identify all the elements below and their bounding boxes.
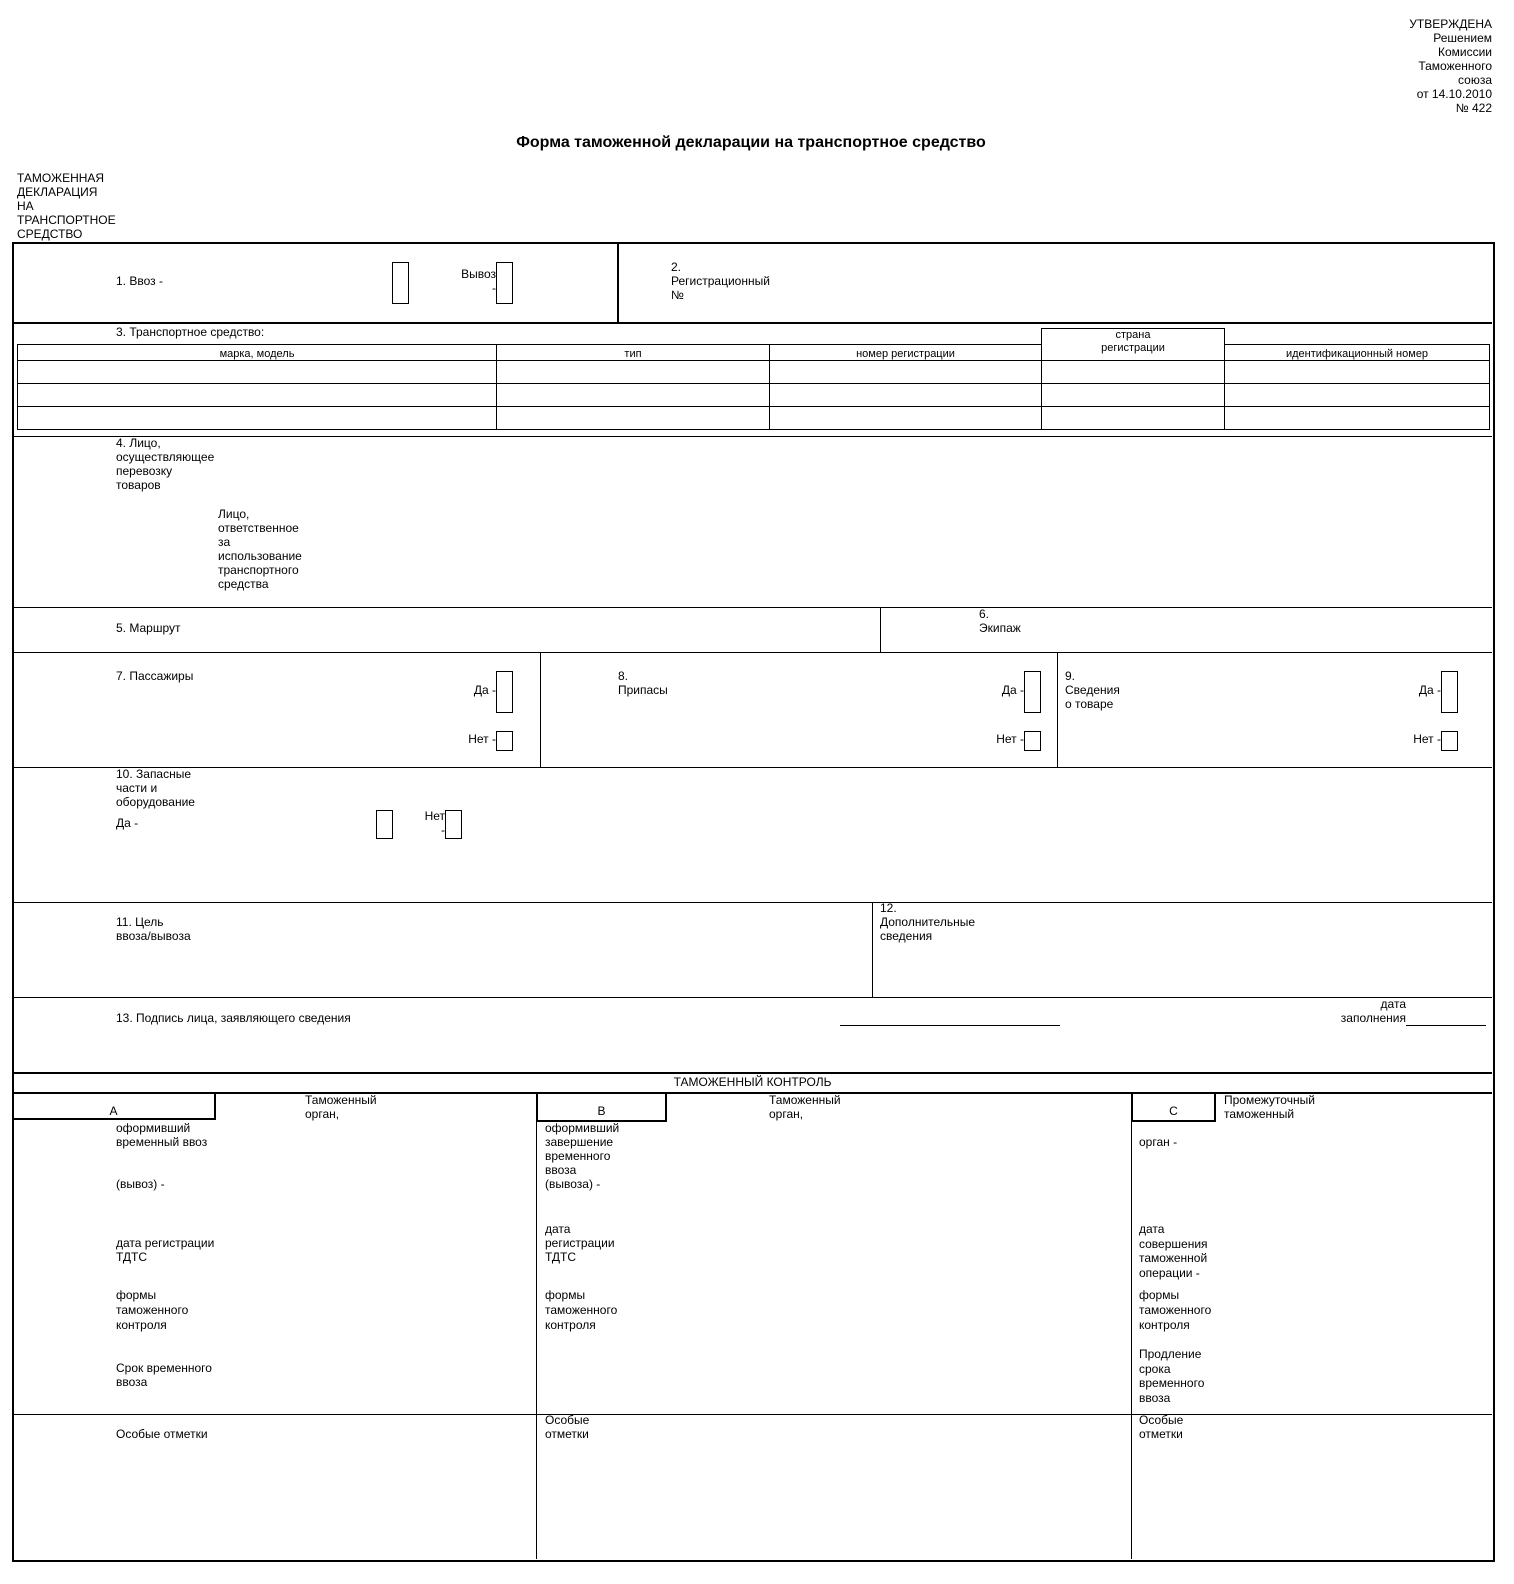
divider: [13, 767, 1492, 768]
section-a-code: A: [109, 1104, 118, 1118]
section-b-organ-label: Таможенный орган,: [769, 1093, 841, 1121]
section-a-code-box: [13, 1094, 216, 1120]
section-b-reg-date: дата регистрации ТДТС: [545, 1222, 615, 1264]
box9-no-label: Нет -: [1413, 732, 1441, 746]
divider: [1131, 1094, 1132, 1559]
cell[interactable]: [1042, 407, 1225, 430]
cell[interactable]: [1225, 384, 1490, 407]
cell[interactable]: [497, 361, 770, 384]
box9-yes-checkbox[interactable]: [1441, 671, 1458, 713]
col-make-model: марка, модель: [18, 345, 497, 361]
box10-label: 10. Запасные части и оборудование: [116, 767, 195, 809]
box1-import-checkbox[interactable]: [392, 262, 409, 304]
section-a-notes: Особые отметки: [116, 1427, 208, 1441]
cell[interactable]: [1042, 384, 1225, 407]
box9-yes-label: Да -: [1418, 683, 1441, 697]
box8-no-checkbox[interactable]: [1024, 731, 1041, 751]
cell[interactable]: [770, 384, 1042, 407]
box7-label: 7. Пассажиры: [116, 669, 194, 683]
divider: [536, 1094, 537, 1559]
box6-label: 6. Экипаж: [979, 607, 1021, 635]
box8-label: 8. Припасы: [618, 669, 668, 697]
divider: [13, 997, 1492, 998]
box7-yes-label: Да -: [473, 683, 496, 697]
cell[interactable]: [497, 407, 770, 430]
section-c-extension: Продление срока временного ввоза: [1139, 1347, 1205, 1405]
box13-date-label: дата заполнения: [1340, 997, 1406, 1025]
col-type: тип: [497, 345, 770, 361]
box12-label: 12. Дополнительные сведения: [880, 901, 975, 943]
divider: [13, 1414, 1492, 1415]
section-c-notes: Особые отметки: [1139, 1413, 1184, 1441]
box3-label: 3. Транспортное средство:: [116, 325, 265, 339]
box10-yes-checkbox[interactable]: [376, 810, 393, 839]
box7-no-label: Нет -: [468, 732, 496, 746]
cell[interactable]: [1225, 361, 1490, 384]
cell[interactable]: [1042, 361, 1225, 384]
cell[interactable]: [18, 384, 497, 407]
section-c-organ-label: Промежуточный таможенный: [1224, 1093, 1315, 1121]
section-c-op-date: дата совершения таможенной операции -: [1139, 1222, 1208, 1280]
table-row: [18, 384, 1490, 407]
section-a-reg-date: дата регистрации ТДТС: [116, 1236, 215, 1264]
table-row: [18, 407, 1490, 430]
box5-label: 5. Маршрут: [116, 621, 181, 635]
col-reg-country-label: страна регистрации: [1101, 329, 1165, 354]
section-a-issued: оформивший временный ввоз: [116, 1121, 208, 1149]
col-id-number: идентификационный номер: [1225, 345, 1490, 361]
box7-yes-checkbox[interactable]: [496, 671, 513, 713]
section-c-organ: орган -: [1139, 1135, 1178, 1149]
box9-no-checkbox[interactable]: [1441, 731, 1458, 751]
box1-export-checkbox[interactable]: [496, 262, 513, 304]
cell[interactable]: [770, 407, 1042, 430]
cell[interactable]: [18, 407, 497, 430]
section-a-forms: формы таможенного контроля: [116, 1288, 189, 1332]
box13-label: 13. Подпись лица, заявляющего сведения: [116, 1011, 351, 1025]
date-line[interactable]: [1406, 1025, 1486, 1026]
box10-yes-label: Да -: [116, 816, 139, 830]
approval-stamp: УТВЕРЖДЕНА Решением Комиссии Таможенного союза от 14.10.2010 № 422: [1409, 17, 1492, 115]
section-c-forms: формы таможенного контроля: [1139, 1288, 1212, 1332]
page-title: Форма таможенной декларации на транспортное средство: [516, 134, 986, 151]
divider: [13, 1072, 1492, 1074]
box1-import-label: 1. Ввоз -: [116, 274, 163, 288]
box7-no-checkbox[interactable]: [496, 731, 513, 751]
section-c-code: C: [1169, 1104, 1178, 1118]
divider: [13, 652, 1492, 653]
vehicle-table: [17, 344, 1490, 430]
box8-no-label: Нет -: [996, 732, 1024, 746]
section-c-code-box: [1131, 1094, 1216, 1122]
divider: [540, 652, 541, 767]
section-a-term: Срок временного ввоза: [116, 1361, 212, 1389]
box8-yes-label: Да -: [1001, 683, 1024, 697]
section-b-notes: Особые отметки: [545, 1413, 590, 1441]
signature-line[interactable]: [840, 1025, 1060, 1026]
box8-yes-checkbox[interactable]: [1024, 671, 1041, 713]
cell[interactable]: [497, 384, 770, 407]
table-row: [18, 361, 1490, 384]
divider: [617, 243, 619, 323]
doc-heading: ТАМОЖЕННАЯ ДЕКЛАРАЦИЯ НА ТРАНСПОРТНОЕ СРЕДСТВО: [17, 171, 116, 241]
col-reg-number: номер регистрации: [770, 345, 1042, 361]
divider: [13, 322, 1492, 324]
divider: [1057, 652, 1058, 767]
box11-label: 11. Цель ввоза/вывоза: [116, 915, 191, 943]
box10-no-checkbox[interactable]: [445, 810, 462, 839]
section-b-code-box: [536, 1094, 667, 1122]
cell[interactable]: [770, 361, 1042, 384]
vehicle-table-header: [18, 345, 1490, 361]
divider: [13, 436, 1492, 437]
box4-sublabel: Лицо, ответственное за использование транспортного средства: [218, 507, 302, 591]
cell[interactable]: [18, 361, 497, 384]
cell[interactable]: [1225, 407, 1490, 430]
divider: [872, 902, 873, 997]
section-b-code: B: [597, 1104, 606, 1118]
control-heading: ТАМОЖЕННЫЙ КОНТРОЛЬ: [673, 1075, 832, 1089]
divider: [880, 607, 881, 652]
box1-export-label: Вывоз -: [461, 267, 496, 295]
section-a-organ-label: Таможенный орган,: [305, 1093, 377, 1121]
box9-label: 9. Сведения о товаре: [1065, 669, 1120, 711]
divider: [13, 607, 1492, 608]
section-b-issued: оформивший завершение временного ввоза (вывоза) -: [545, 1121, 620, 1191]
box4-label: 4. Лицо, осуществляющее перевозку товаров: [116, 436, 215, 492]
section-b-forms: формы таможенного контроля: [545, 1288, 618, 1332]
section-a-issued2: (вывоз) -: [116, 1177, 165, 1191]
divider: [13, 902, 1492, 903]
box10-no-label: Нет -: [424, 809, 445, 837]
box2-label: 2. Регистрационный №: [671, 260, 770, 302]
